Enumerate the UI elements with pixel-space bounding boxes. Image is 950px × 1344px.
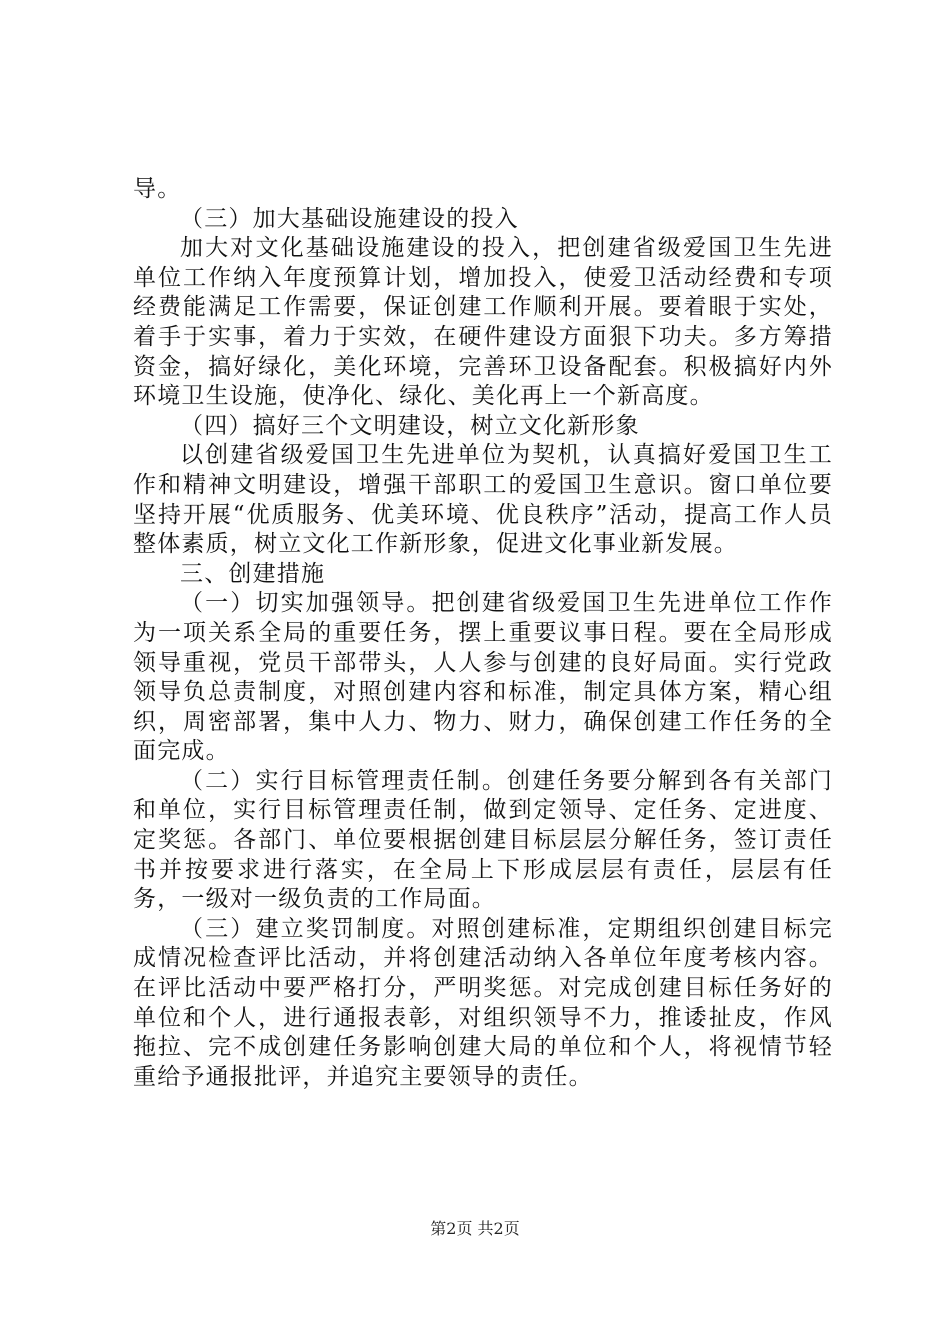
paragraph-leadership: （一）切实加强领导。把创建省级爱国卫生先进单位工作作为一项关系全局的重要任务，摆上重要议事日程。要在全局形成领导重视，党员干部带头，人人参与创建的良好局面。实行党政领导负总责制度，对照创建内容和标准，制定具体方案，精心组织，周密部署，集中人力、物力、财力，确保创建工作任务的全面完成。 xyxy=(133,590,833,765)
section-heading-infrastructure: （三）加大基础设施建设的投入 xyxy=(180,205,519,232)
paragraph-infrastructure: 加大对文化基础设施建设的投入，把创建省级爱国卫生先进单位工作纳入年度预算计划，增加投入，使爱卫活动经费和专项经费能满足工作需要，保证创建工作顺利开展。要着眼于实处，着手于实事，着力于实效，在硬件建设方面狠下功夫。多方筹措资金，搞好绿化，美化环境，完善环卫设备配套。积极搞好内外环境卫生设施，使净化、绿化、美化再上一个新高度。 xyxy=(133,235,833,410)
paragraph-rewards: （三）建立奖罚制度。对照创建标准，定期组织创建目标完成情况检查评比活动，并将创建活动纳入各单位年度考核内容。在评比活动中要严格打分，严明奖惩。对完成创建目标任务好的单位和个人，进行通报表彰，对组织领导不力，推诿扯皮，作风拖拉、完不成创建任务影响创建大局的单位和个人，将视情节轻重给予通报批评，并追究主要领导的责任。 xyxy=(133,915,833,1090)
section-heading-measures: 三、创建措施 xyxy=(180,560,326,587)
page-number-footer: 第2页 共2页 xyxy=(430,1219,520,1238)
paragraph-responsibility: （二）实行目标管理责任制。创建任务要分解到各有关部门和单位，实行目标管理责任制，做到定领导、定任务、定进度、定奖惩。各部门、单位要根据创建目标层层分解任务，签订责任书并按要求进行落实，在全局上下形成层层有责任，层层有任务，一级对一级负责的工作局面。 xyxy=(133,767,833,913)
section-heading-civilization: （四）搞好三个文明建设，树立文化新形象 xyxy=(180,412,640,439)
document-body xyxy=(133,175,833,1092)
paragraph-continuation: 导。 xyxy=(133,176,182,202)
paragraph-civilization: 以创建省级爱国卫生先进单位为契机，认真搞好爱国卫生工作和精神文明建设，增强干部职工的爱国卫生意识。窗口单位要坚持开展“优质服务、优美环境、优良秩序”活动，提高工作人员整体素质，树立文化工作新形象，促进文化事业新发展。 xyxy=(133,442,833,558)
